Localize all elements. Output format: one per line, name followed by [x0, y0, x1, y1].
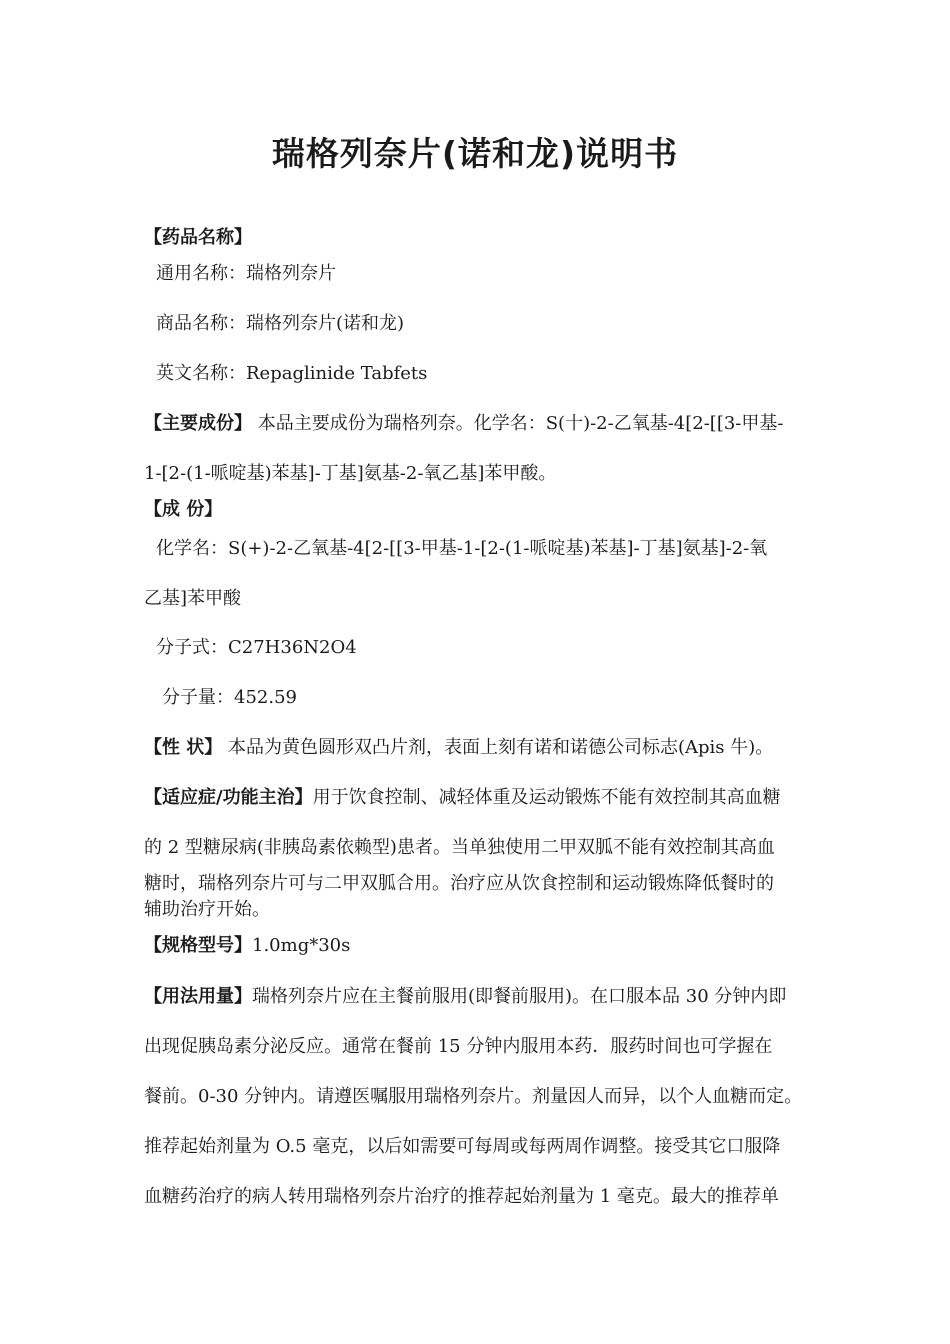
section-heading-properties: 【性 状】 — [144, 737, 223, 758]
document-title: 瑞格列奈片(诺和龙)说明书 — [271, 134, 679, 173]
properties-text: 本品为黄色圆形双凸片剂，表面上刻有诺和诺德公司标志(Apis 牛)。 — [222, 737, 774, 758]
section-heading-indications: 【适应症/功能主治】 — [144, 787, 313, 808]
indications-line-2: 的 2 型糖尿病(非胰岛素依赖型)患者。当单独使用二甲双胍不能有效控制其高血 — [144, 837, 775, 858]
chemical-name-line-1: 化学名：S(+)-2-乙氧基-4[2-[[3-甲基-1-[2-(1-哌啶基)苯基]-丁基]氨基]-2-氧 — [156, 538, 768, 559]
dosage-line-5: 血糖药治疗的病人转用瑞格列奈片治疗的推荐起始剂量为 1 毫克。最大的推荐单 — [144, 1186, 779, 1207]
dosage-line-1 — [144, 985, 786, 1009]
molecular-weight: 分子量：452.59 — [162, 687, 297, 708]
dosage-line-4: 推荐起始剂量为 O.5 毫克，以后如需要可每周或每两周作调整。接受其它口服降 — [144, 1136, 781, 1157]
section-heading-dosage: 【用法用量】 — [144, 986, 252, 1007]
dosage-line-3: 餐前。0-30 分钟内。请遵医嘱服用瑞格列奈片。剂量因人而异，以个人血糖而定。 — [144, 1086, 803, 1107]
properties-line — [144, 736, 773, 760]
indications-text: 用于饮食控制、减轻体重及运动锻炼不能有效控制其高血糖 — [312, 787, 781, 808]
dosage-text: 瑞格列奈片应在主餐前服用(即餐前服用)。在口服本品 30 分钟内即 — [252, 986, 787, 1007]
trade-name: 商品名称：瑞格列奈片(诺和龙) — [156, 313, 405, 334]
specification-line — [144, 934, 350, 958]
section-heading-specification: 【规格型号】 — [144, 935, 252, 956]
main-ingredients-line-2: 1-[2-(1-哌啶基)苯基]-丁基]氨基-2-氧乙基]苯甲酸。 — [144, 463, 557, 484]
generic-name: 通用名称：瑞格列奈片 — [156, 263, 336, 284]
main-ingredients-line-1 — [144, 412, 783, 436]
molecular-formula: 分子式：C27H36N2O4 — [156, 637, 357, 658]
specification-value: 1.0mg*30s — [252, 935, 351, 956]
chemical-name-line-2: 乙基]苯甲酸 — [144, 588, 242, 609]
dosage-line-2: 出现促胰岛素分泌反应。通常在餐前 15 分钟内服用本药．服药时间也可学握在 — [144, 1036, 773, 1057]
section-heading-drug-name: 【药品名称】 — [144, 227, 252, 248]
indications-line-4: 辅助治疗开始。 — [144, 899, 270, 920]
english-name: 英文名称：Repaglinide Tabfets — [156, 363, 428, 384]
section-heading-main-ingredients: 【主要成份】 — [144, 413, 252, 434]
indications-line-3: 糖时，瑞格列奈片可与二甲双胍合用。治疗应从饮食控制和运动锻炼降低餐时的 — [144, 873, 774, 894]
indications-line-1 — [144, 786, 781, 810]
section-heading-composition: 【成 份】 — [144, 499, 223, 520]
main-ingredients-text: 本品主要成份为瑞格列奈。化学名：S(十)-2-乙氧基-4[2-[[3-甲基- — [252, 413, 784, 434]
